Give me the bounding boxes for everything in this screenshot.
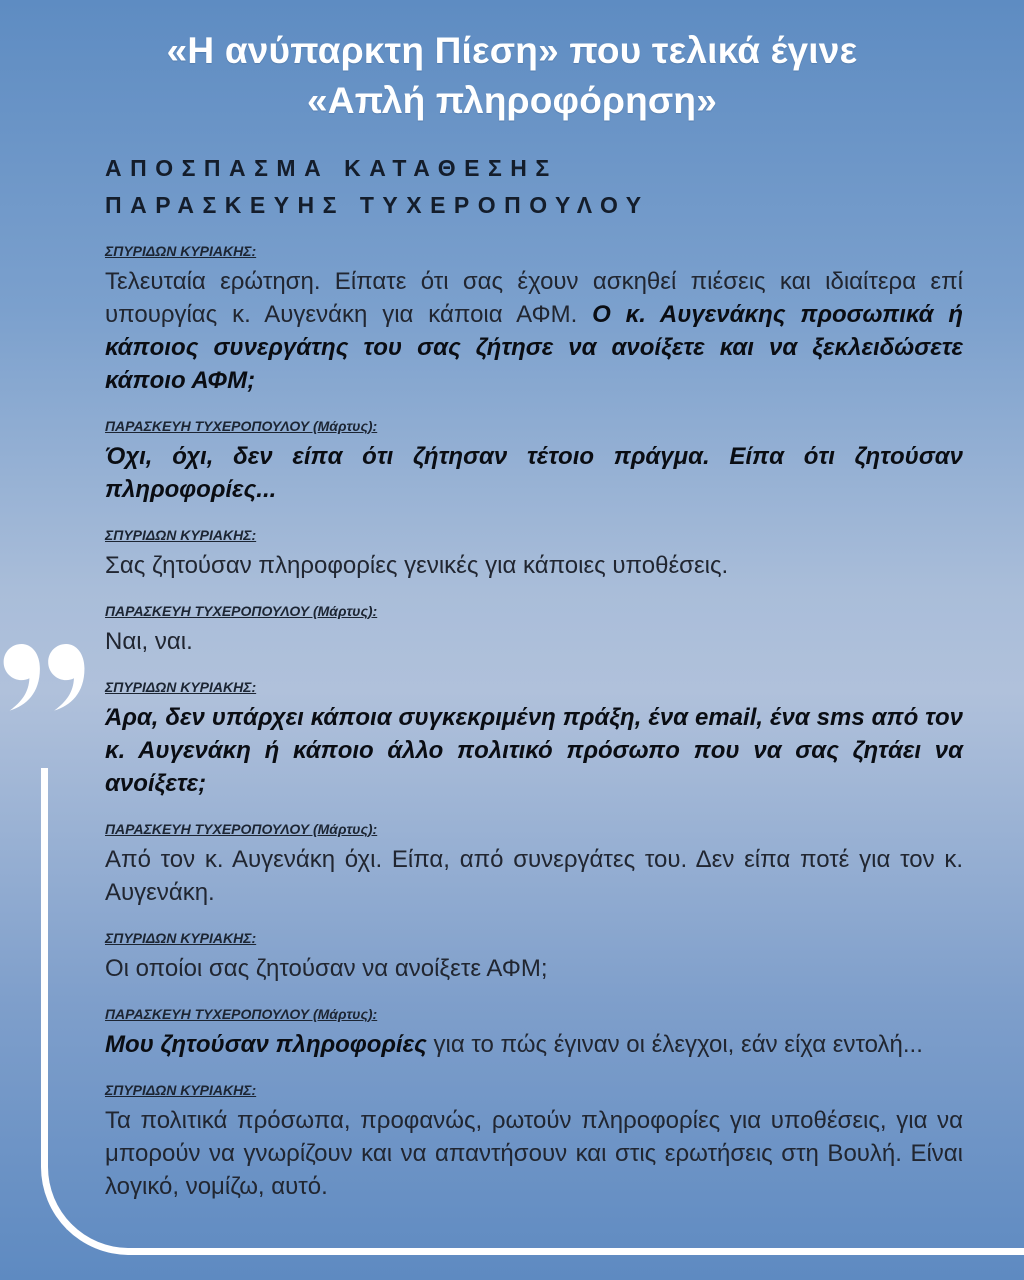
dialogue-segment: Οι οποίοι σας ζητούσαν να ανοίξετε ΑΦΜ;	[105, 955, 548, 982]
speaker-label: ΠΑΡΑΣΚΕΥΗ ΤΥΧΕΡΟΠΟΥΛΟΥ (Μάρτυς):	[105, 1006, 378, 1022]
speaker-label: ΠΑΡΑΣΚΕΥΗ ΤΥΧΕΡΟΠΟΥΛΟΥ (Μάρτυς):	[105, 603, 378, 619]
dialogue-segment: για το πώς έγιναν οι έλεγχοι, εάν είχα εντολή...	[433, 1031, 923, 1058]
dialogue-segment: Σας ζητούσαν πληροφορίες γενικές για κάποιες υποθέσεις.	[105, 552, 729, 579]
dialogue-text	[105, 265, 963, 397]
quote-icon	[2, 643, 88, 713]
speaker-label: ΣΠΥΡΙΔΩΝ ΚΥΡΙΑΚΗΣ:	[105, 527, 257, 543]
speaker-label: ΠΑΡΑΣΚΕΥΗ ΤΥΧΕΡΟΠΟΥΛΟΥ (Μάρτυς):	[105, 821, 378, 837]
dialogue-segment: Όχι, όχι, δεν είπα ότι ζήτησαν τέτοιο πράγμα. Είπα ότι ζητούσαν πληροφορίες...	[105, 443, 963, 503]
subtitle-line-2: ΠΑΡΑΣΚΕΥΗΣ ΤΥΧΕΡΟΠΟΥΛΟΥ	[105, 192, 650, 218]
page-title-line-2: «Απλή πληροφόρηση»	[307, 80, 717, 121]
corner-line	[41, 768, 1024, 1255]
dialogue-segment: Άρα, δεν υπάρχει κάποια συγκεκριμένη πράξη, ένα email, ένα sms από τον κ. Αυγενάκη ή κάποιο άλλο πολιτικό πρόσωπο που να σας ζητάει να ανοίξετε;	[105, 704, 963, 797]
subtitle-line-1: ΑΠΟΣΠΑΣΜΑ ΚΑΤΑΘΕΣΗΣ	[105, 155, 558, 181]
speaker-label: ΣΠΥΡΙΔΩΝ ΚΥΡΙΑΚΗΣ:	[105, 930, 257, 946]
transcript-block	[105, 243, 963, 397]
transcript-block	[105, 418, 963, 506]
transcript-block	[105, 527, 963, 582]
dialogue-segment: Μου ζητούσαν πληροφορίες	[105, 1031, 434, 1058]
speaker-label: ΣΠΥΡΙΔΩΝ ΚΥΡΙΑΚΗΣ:	[105, 679, 257, 695]
speaker-label: ΣΠΥΡΙΔΩΝ ΚΥΡΙΑΚΗΣ:	[105, 1082, 257, 1098]
subtitle	[105, 150, 650, 224]
dialogue-segment: Τα πολιτικά πρόσωπα, προφανώς, ρωτούν πληροφορίες για υποθέσεις, για να μπορούν να γνωρίζουν και να απαντήσουν και στις ερωτήσεις στη Βουλή. Είναι λογικό, νομίζω, αυτό.	[105, 1107, 963, 1200]
dialogue-text	[105, 440, 963, 506]
speaker-label: ΠΑΡΑΣΚΕΥΗ ΤΥΧΕΡΟΠΟΥΛΟΥ (Μάρτυς):	[105, 418, 378, 434]
transcript-block	[105, 603, 963, 658]
dialogue-segment: Ο κ. Αυγενάκης προσωπικά ή κάποιος συνεργάτης του σας ζήτησε να ανοίξετε και να ξεκλειδώσετε κάποιο ΑΦΜ;	[105, 301, 963, 394]
dialogue-segment: Ναι, ναι.	[105, 628, 193, 655]
dialogue-segment: Τελευταία ερώτηση. Είπατε ότι σας έχουν ασκηθεί πιέσεις και ιδιαίτερα επί υπουργίας κ. Αυγενάκη για κάποια ΑΦΜ.	[105, 268, 963, 328]
speaker-label: ΣΠΥΡΙΔΩΝ ΚΥΡΙΑΚΗΣ:	[105, 243, 257, 259]
dialogue-segment: Από τον κ. Αυγενάκη όχι. Είπα, από συνεργάτες του. Δεν είπα ποτέ για τον κ. Αυγενάκη.	[105, 846, 963, 906]
page-title-line-1: «Η ανύπαρκτη Πίεση» που τελικά έγινε	[166, 30, 858, 71]
dialogue-text	[105, 625, 963, 658]
page-title	[0, 26, 1024, 126]
dialogue-text	[105, 549, 963, 582]
